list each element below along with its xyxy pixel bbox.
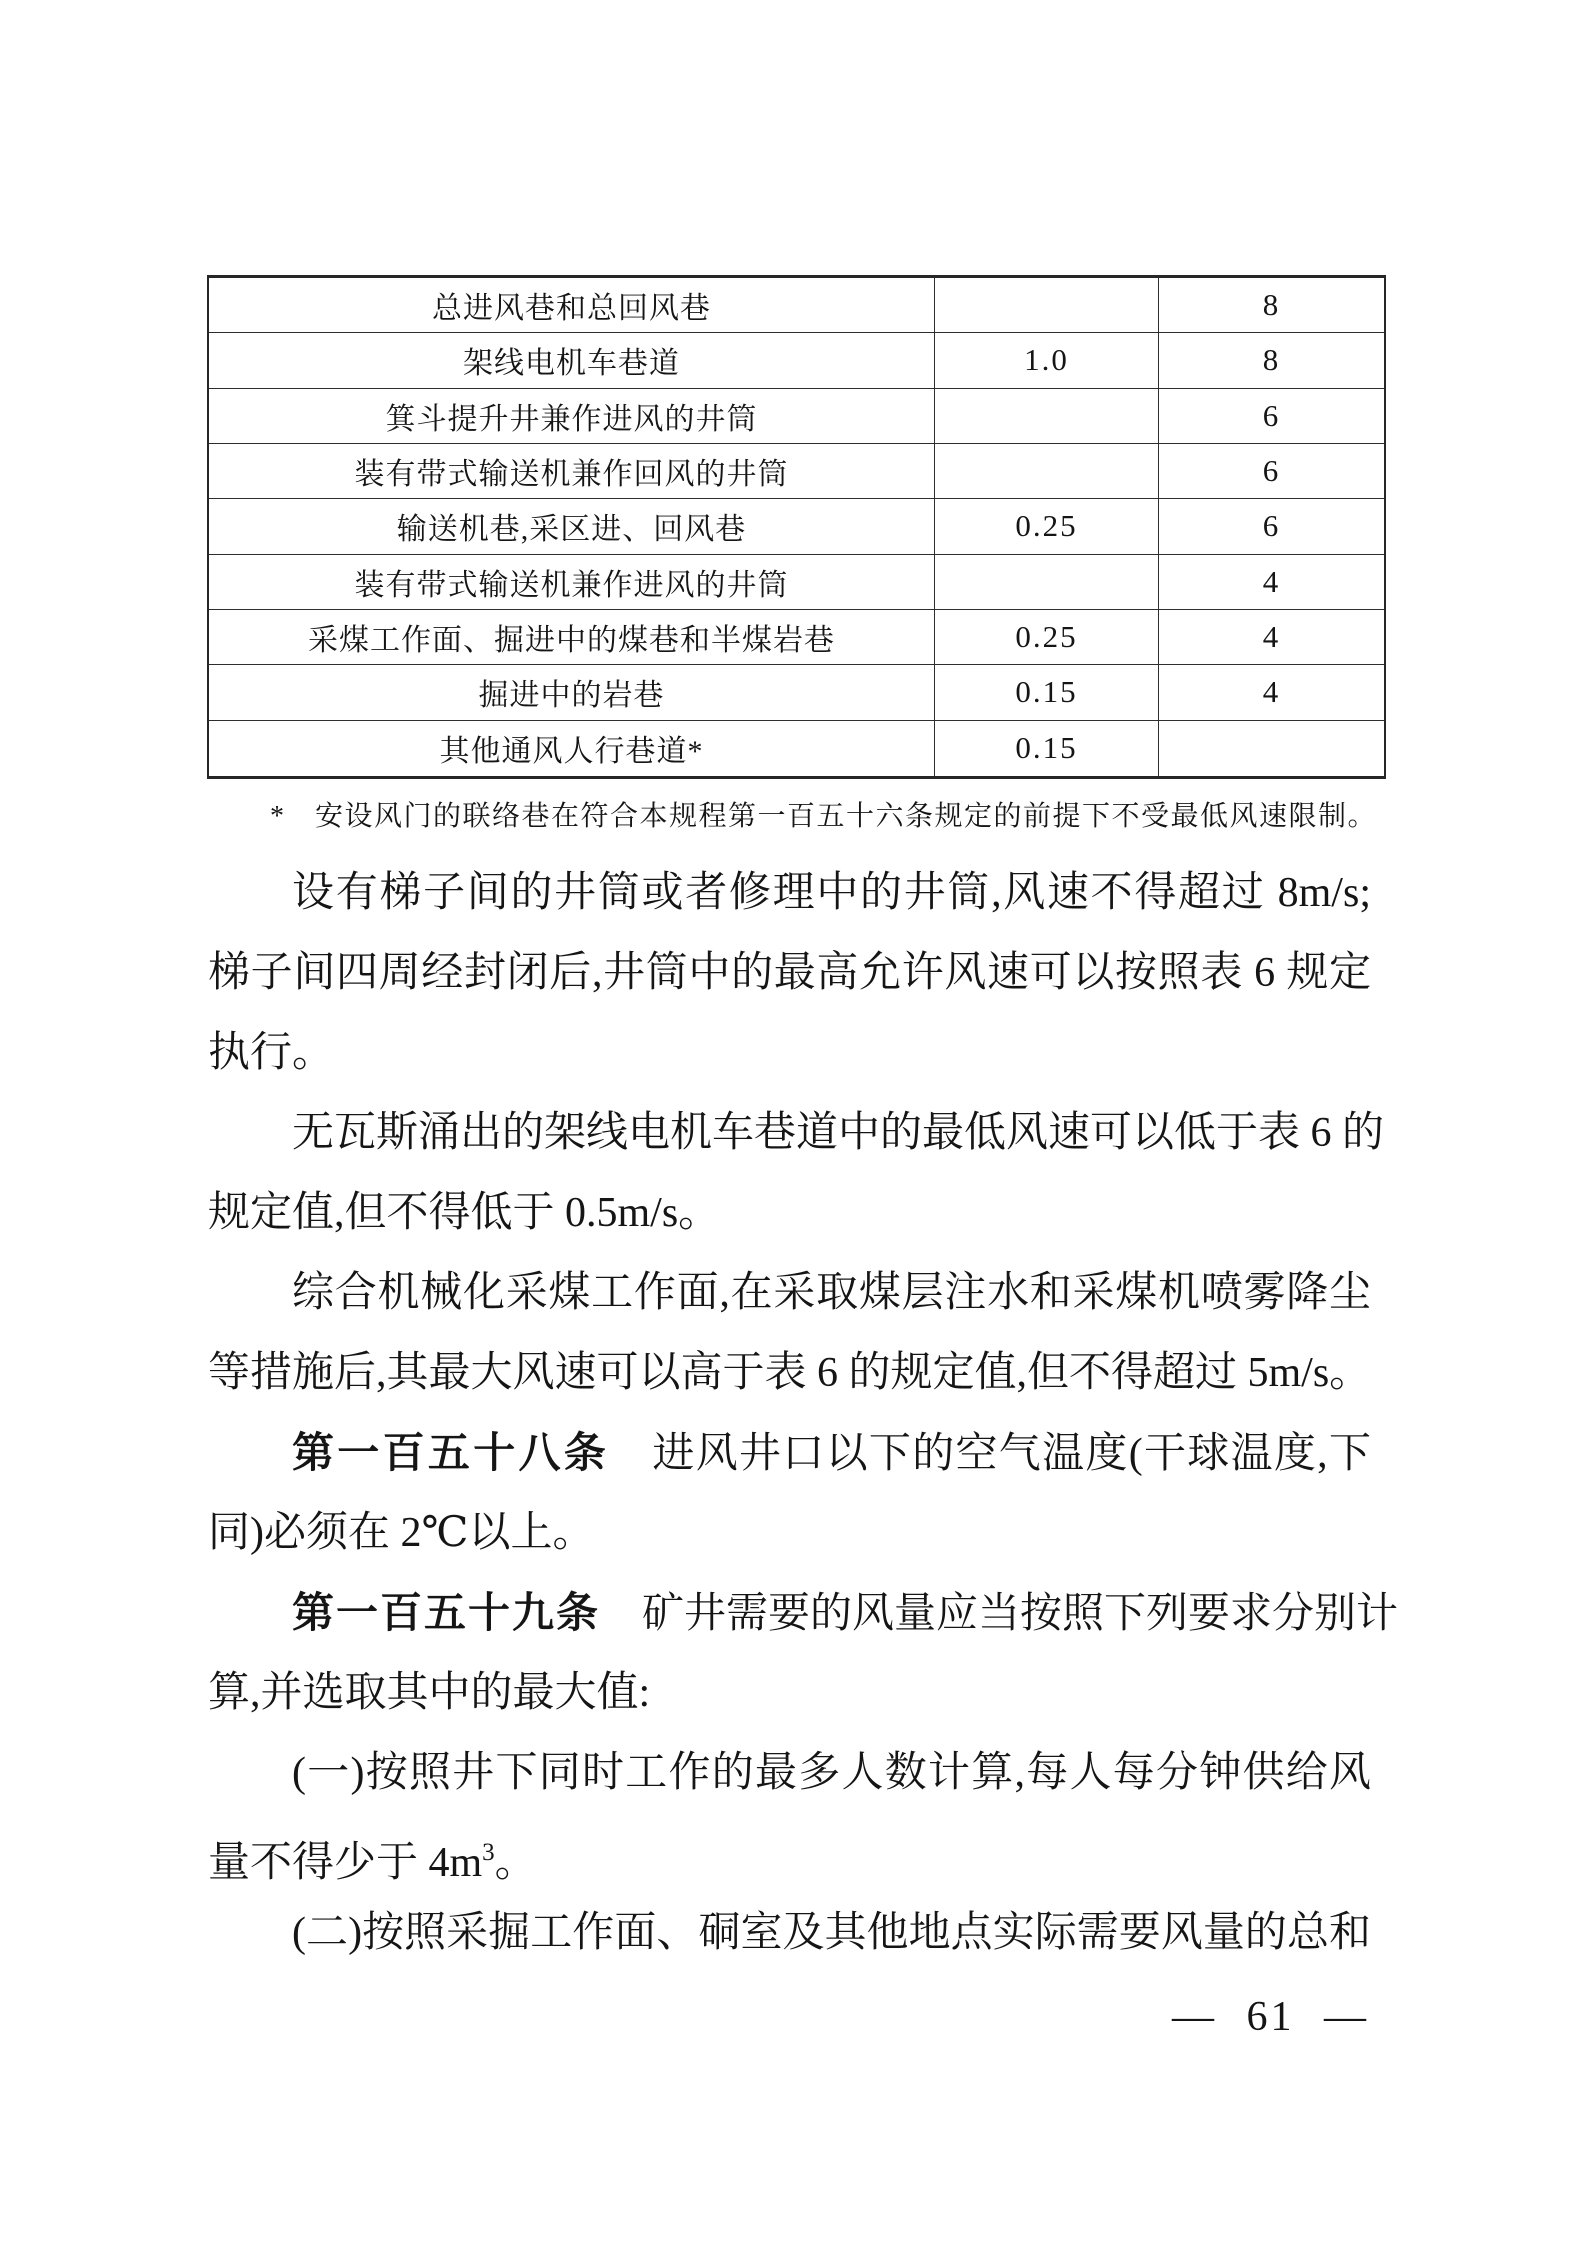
body-line: 执行。 bbox=[208, 1030, 335, 1076]
roadway-name-cell: 输送机巷,采区进、回风巷 bbox=[209, 499, 935, 554]
max-speed-cell: 6 bbox=[1159, 499, 1384, 554]
body-line: (一)按照井下同时工作的最多人数计算,每人每分钟供给风 bbox=[292, 1750, 1371, 1796]
page-number: — 61 — bbox=[1172, 1994, 1369, 2040]
min-speed-cell bbox=[935, 278, 1159, 333]
body-line: 无瓦斯涌出的架线电机车巷道中的最低风速可以低于表 6 的 bbox=[292, 1110, 1385, 1156]
body-line: 算,并选取其中的最大值: bbox=[208, 1670, 651, 1716]
roadway-name-cell: 采煤工作面、掘进中的煤巷和半煤岩巷 bbox=[209, 610, 935, 665]
roadway-name-cell: 其他通风人行巷道* bbox=[209, 721, 935, 776]
superscript-3: 3 bbox=[482, 1839, 495, 1866]
roadway-name-cell: 架线电机车巷道 bbox=[209, 333, 935, 388]
article-158-text: 进风井口以下的空气温度(干球温度,下 bbox=[609, 1431, 1371, 1477]
body-line bbox=[208, 1813, 1371, 1893]
article-158-heading: 第一百五十八条 bbox=[292, 1429, 610, 1476]
max-speed-cell: 4 bbox=[1159, 610, 1384, 665]
roadway-name-cell: 装有带式输送机兼作进风的井筒 bbox=[209, 555, 935, 610]
body-line: (二)按照采掘工作面、硐室及其他地点实际需要风量的总和 bbox=[292, 1910, 1371, 1956]
body-line: 综合机械化采煤工作面,在采取煤层注水和采煤机喷雾降尘 bbox=[292, 1270, 1371, 1316]
min-speed-cell: 0.25 bbox=[935, 610, 1159, 665]
min-speed-cell: 0.15 bbox=[935, 721, 1159, 776]
roadway-name-cell: 总进风巷和总回风巷 bbox=[209, 278, 935, 333]
roadway-name-cell: 掘进中的岩巷 bbox=[209, 665, 935, 720]
min-speed-cell: 0.15 bbox=[935, 665, 1159, 720]
body-line bbox=[208, 1573, 1399, 1653]
max-speed-cell: 8 bbox=[1159, 333, 1384, 388]
table-footnote: * 安设风门的联络巷在符合本规程第一百五十六条规定的前提下不受最低风速限制。 bbox=[270, 801, 1378, 832]
min-speed-cell bbox=[935, 389, 1159, 444]
body-line: 等措施后,其最大风速可以高于表 6 的规定值,但不得超过 5m/s。 bbox=[208, 1350, 1372, 1396]
article-159-text: 矿井需要的风量应当按照下列要求分别计 bbox=[600, 1591, 1399, 1637]
body-line-text: 。 bbox=[494, 1840, 537, 1886]
roadway-name-cell: 箕斗提升井兼作进风的井筒 bbox=[209, 389, 935, 444]
body-text bbox=[208, 853, 1399, 1973]
max-speed-cell: 8 bbox=[1159, 278, 1384, 333]
wind-speed-table bbox=[207, 275, 1386, 779]
min-speed-cell bbox=[935, 555, 1159, 610]
max-speed-cell bbox=[1159, 721, 1384, 776]
max-speed-cell: 6 bbox=[1159, 444, 1384, 499]
max-speed-cell: 4 bbox=[1159, 665, 1384, 720]
body-line-text: 量不得少于 4m bbox=[208, 1840, 483, 1886]
roadway-name-cell: 装有带式输送机兼作回风的井筒 bbox=[209, 444, 935, 499]
max-speed-cell: 4 bbox=[1159, 555, 1384, 610]
min-speed-cell: 0.25 bbox=[935, 499, 1159, 554]
body-line bbox=[208, 1413, 1371, 1493]
body-line: 同)必须在 2℃以上。 bbox=[208, 1510, 595, 1556]
min-speed-cell bbox=[935, 444, 1159, 499]
min-speed-cell: 1.0 bbox=[935, 333, 1159, 388]
body-line: 设有梯子间的井筒或者修理中的井筒,风速不得超过 8m/s; bbox=[292, 870, 1371, 916]
article-159-heading: 第一百五十九条 bbox=[292, 1589, 601, 1636]
body-line: 规定值,但不得低于 0.5m/s。 bbox=[208, 1190, 721, 1236]
max-speed-cell: 6 bbox=[1159, 389, 1384, 444]
body-line: 梯子间四周经封闭后,井筒中的最高允许风速可以按照表 6 规定 bbox=[208, 950, 1371, 996]
